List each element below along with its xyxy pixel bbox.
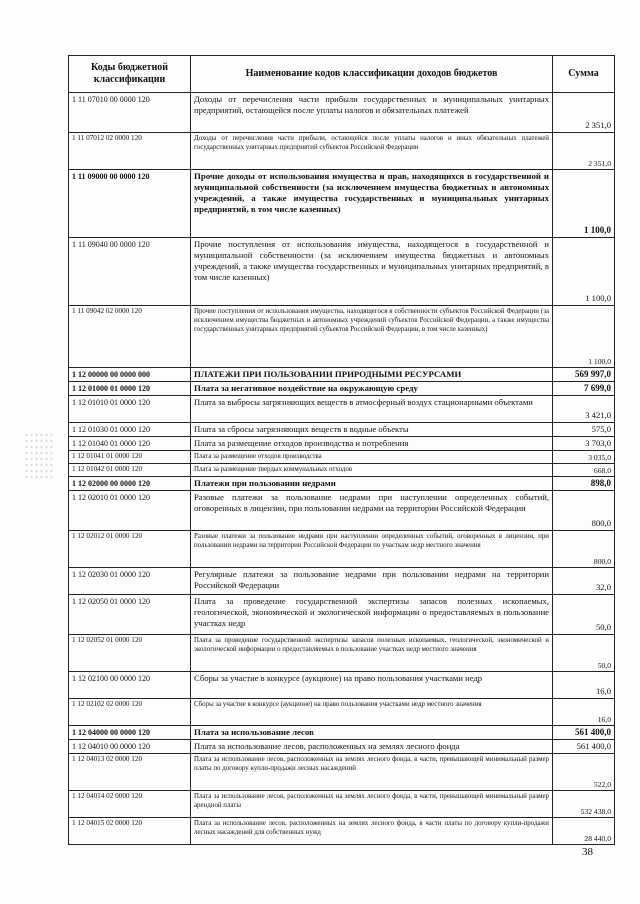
row-name: Доходы от перечисления части прибыли, остающейся после уплаты налогов и иных обязательных платежей государственных унитарных предприятий субъектов Российской Федерации bbox=[191, 133, 553, 170]
row-name: Плата за негативное воздействие на окружающую среду bbox=[191, 382, 553, 396]
row-sum: 2 351,0 bbox=[553, 133, 615, 170]
table-row bbox=[69, 791, 615, 818]
row-code: 1 11 09040 00 0000 120 bbox=[69, 238, 191, 306]
row-code: 1 12 04015 02 0000 120 bbox=[69, 818, 191, 845]
row-code: 1 12 04013 02 0000 120 bbox=[69, 754, 191, 791]
table-row bbox=[69, 477, 615, 491]
table-row bbox=[69, 133, 615, 170]
table-row bbox=[69, 451, 615, 464]
row-name: Прочие поступления от использования имущества, находящегося в государственной и муниципальной собственности (за исключением имущества бюджетных и автономных учреждений, а также имущества государственных и муниципальных унитарных предприятий, в том числе казенных) bbox=[191, 238, 553, 306]
row-name: Плата за использование лесов bbox=[191, 726, 553, 740]
scan-noise bbox=[24, 432, 54, 480]
row-name: Доходы от перечисления части прибыли государственных и муниципальных унитарных предприятий, остающейся после уплаты налогов и обязательных платежей bbox=[191, 93, 553, 133]
table-row bbox=[69, 368, 615, 382]
row-code: 1 11 07012 02 0000 120 bbox=[69, 133, 191, 170]
row-code: 1 12 04000 00 0000 120 bbox=[69, 726, 191, 740]
row-sum: 50,0 bbox=[553, 635, 615, 672]
table-row bbox=[69, 437, 615, 451]
row-code: 1 12 02102 02 0000 120 bbox=[69, 699, 191, 726]
row-sum: 800,0 bbox=[553, 531, 615, 568]
row-sum: 50,0 bbox=[553, 595, 615, 635]
row-sum: 1 100,0 bbox=[553, 238, 615, 306]
table-row bbox=[69, 491, 615, 531]
table-row bbox=[69, 93, 615, 133]
row-sum: 800,0 bbox=[553, 491, 615, 531]
table-row bbox=[69, 568, 615, 595]
row-name: Плата за использование лесов, расположенных на землях лесного фонда, в части, превышающей минимальный размер арендной платы bbox=[191, 791, 553, 818]
row-name: Плата за использование лесов, расположенных на землях лесного фонда, в части, превышающей минимальный размер платы по договору купли-продажи лесных насаждений bbox=[191, 754, 553, 791]
row-name: Платежи при пользовании недрами bbox=[191, 477, 553, 491]
revenue-classification-table bbox=[68, 55, 615, 845]
row-code: 1 12 01030 01 0000 120 bbox=[69, 423, 191, 437]
row-sum: 522,0 bbox=[553, 754, 615, 791]
table-row bbox=[69, 726, 615, 740]
row-sum: 3 703,0 bbox=[553, 437, 615, 451]
row-name: Плата за сбросы загрязняющих веществ в водные объекты bbox=[191, 423, 553, 437]
row-sum: 3 035,0 bbox=[553, 451, 615, 464]
row-code: 1 12 01042 01 0000 120 bbox=[69, 464, 191, 477]
table-row bbox=[69, 740, 615, 754]
row-sum: 569 997,0 bbox=[553, 368, 615, 382]
table-row bbox=[69, 170, 615, 238]
row-sum: 16,0 bbox=[553, 672, 615, 699]
row-sum: 16,0 bbox=[553, 699, 615, 726]
row-code: 1 12 01041 01 0000 120 bbox=[69, 451, 191, 464]
row-code: 1 12 02050 01 0000 120 bbox=[69, 595, 191, 635]
row-code: 1 12 02052 01 0000 120 bbox=[69, 635, 191, 672]
row-code: 1 12 01040 01 0000 120 bbox=[69, 437, 191, 451]
row-sum: 28 440,0 bbox=[553, 818, 615, 845]
row-sum: 561 400,0 bbox=[553, 740, 615, 754]
row-name: Плата за выбросы загрязняющих веществ в атмосферный воздух стационарными объектами bbox=[191, 396, 553, 423]
row-code: 1 12 01000 01 0000 120 bbox=[69, 382, 191, 396]
row-code: 1 11 09042 02 0000 120 bbox=[69, 306, 191, 368]
row-code: 1 12 02030 01 0000 120 bbox=[69, 568, 191, 595]
row-sum: 1 100,0 bbox=[553, 170, 615, 238]
table-row bbox=[69, 423, 615, 437]
table-row bbox=[69, 672, 615, 699]
row-sum: 32,0 bbox=[553, 568, 615, 595]
row-name: Сборы за участие в конкурсе (аукционе) на право пользования участками недр bbox=[191, 672, 553, 699]
header-sum: Сумма bbox=[553, 56, 615, 93]
row-code: 1 12 04014 02 0000 120 bbox=[69, 791, 191, 818]
row-code: 1 12 01010 01 0000 120 bbox=[69, 396, 191, 423]
header-name: Наименование кодов классификации доходов бюджетов bbox=[191, 56, 553, 93]
row-code: 1 12 02012 01 0000 120 bbox=[69, 531, 191, 568]
table-row bbox=[69, 595, 615, 635]
page-number: 38 bbox=[582, 846, 593, 858]
table-row bbox=[69, 818, 615, 845]
row-code: 1 11 09000 00 0000 120 bbox=[69, 170, 191, 238]
row-code: 1 12 02000 00 0000 120 bbox=[69, 477, 191, 491]
row-name: Прочие доходы от использования имущества и прав, находящихся в государственной и муниципальной собственности (за исключением имущества бюджетных и автономных учреждений, а также имущества государственных и муниципальных унитарных предприятий, в том числе казенных) bbox=[191, 170, 553, 238]
table-header-row bbox=[69, 56, 615, 93]
header-codes: Коды бюджетной классификации bbox=[69, 56, 191, 93]
row-name: Плата за использование лесов, расположенных на землях лесного фонда, в части платы по договору купли-продажи лесных насаждений для собственных нужд bbox=[191, 818, 553, 845]
row-name: Плата за проведение государственной экспертизы запасов полезных ископаемых, геологической, экономической и экологической информации о предоставляемых в пользование участках недр местного значения bbox=[191, 635, 553, 672]
table-row bbox=[69, 635, 615, 672]
row-name: ПЛАТЕЖИ ПРИ ПОЛЬЗОВАНИИ ПРИРОДНЫМИ РЕСУРСАМИ bbox=[191, 368, 553, 382]
row-sum: 3 421,0 bbox=[553, 396, 615, 423]
row-sum: 668,0 bbox=[553, 464, 615, 477]
row-code: 1 12 02010 01 0000 120 bbox=[69, 491, 191, 531]
row-code: 1 12 02100 00 0000 120 bbox=[69, 672, 191, 699]
row-name: Плата за использование лесов, расположенных на землях лесного фонда bbox=[191, 740, 553, 754]
table-row bbox=[69, 306, 615, 368]
table-row bbox=[69, 238, 615, 306]
row-code: 1 11 07010 00 0000 120 bbox=[69, 93, 191, 133]
row-code: 1 12 04010 00 0000 120 bbox=[69, 740, 191, 754]
table-row bbox=[69, 396, 615, 423]
table-row bbox=[69, 382, 615, 396]
row-name: Плата за размещение твердых коммунальных отходов bbox=[191, 464, 553, 477]
row-name: Плата за проведение государственной экспертизы запасов полезных ископаемых, геологической, экономической и экологической информации о предоставляемых в пользование участках недр bbox=[191, 595, 553, 635]
row-name: Плата за размещение отходов производства и потребления bbox=[191, 437, 553, 451]
table-row bbox=[69, 754, 615, 791]
row-code: 1 12 00000 00 0000 000 bbox=[69, 368, 191, 382]
table-row bbox=[69, 699, 615, 726]
row-sum: 561 400,0 bbox=[553, 726, 615, 740]
row-sum: 7 699,0 bbox=[553, 382, 615, 396]
table-row bbox=[69, 531, 615, 568]
row-sum: 575,0 bbox=[553, 423, 615, 437]
row-name: Разовые платежи за пользование недрами при наступлении определенных событий, оговоренных в лицензии, при пользовании недрами на территории Российской Федерации по участкам недр местного значения bbox=[191, 531, 553, 568]
row-sum: 1 100,0 bbox=[553, 306, 615, 368]
row-name: Разовые платежи за пользование недрами при наступлении определенных событий, оговоренных в лицензии, при пользовании недрами на территории Российской Федерации bbox=[191, 491, 553, 531]
table-row bbox=[69, 464, 615, 477]
row-sum: 2 351,0 bbox=[553, 93, 615, 133]
row-sum: 898,0 bbox=[553, 477, 615, 491]
row-sum: 532 438,0 bbox=[553, 791, 615, 818]
row-name: Плата за размещение отходов производства bbox=[191, 451, 553, 464]
row-name: Регулярные платежи за пользование недрами при пользовании недрами на территории Российской Федерации bbox=[191, 568, 553, 595]
row-name: Прочие поступления от использования имущества, находящегося в собственности субъектов Российской Федерации (за исключением имущества бюджетных и автономных учреждений субъектов Российской Федерации, а также имущества государственных унитарных предприятий субъектов Российской Федерации, в том числе казенных) bbox=[191, 306, 553, 368]
row-name: Сборы за участие в конкурсе (аукционе) на право пользования участками недр местного значения bbox=[191, 699, 553, 726]
